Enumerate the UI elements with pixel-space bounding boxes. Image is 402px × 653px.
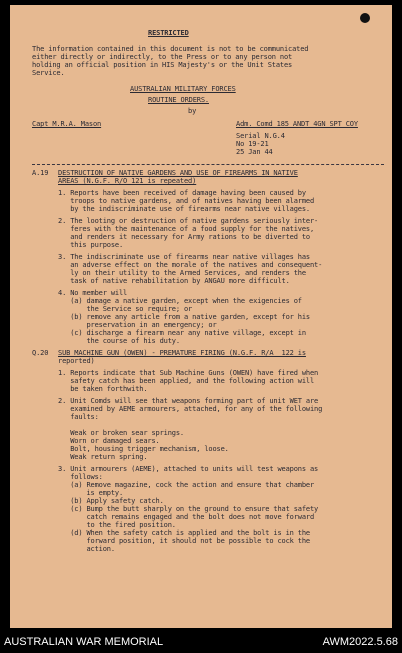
q20-para-2-line-7: Bolt, housing trigger mechanism, loose. — [58, 445, 229, 453]
unit-name: Adm. Comd 185 ANDT 4GN SPT COY — [236, 120, 358, 128]
q20-para-3-line-5: (b) Apply safety catch. — [58, 497, 164, 505]
q20-para-3-line-3: (a) Remove magazine, cock the action and ensure that chamber — [58, 481, 315, 489]
q20-para-2-line-1: 2. Unit Comds will see that weapons forming part of unit WET are — [58, 397, 319, 405]
q20-para-3-line-8: to the fired position. — [58, 521, 176, 529]
section-heading-q20: SUB MACHINE GUN (OWEN) - PREMATURE FIRING (N.G.F. R/A 122 is — [58, 349, 306, 357]
a19-para-2-line-4: this purpose. — [58, 241, 124, 249]
q20-para-1-line-1: 1. Reports indicate that Sub Machine Guns (OWEN) have fired when — [58, 369, 319, 377]
q20-para-2-line-5: Weak or broken sear springs. — [58, 429, 184, 437]
a19-para-3-line-1: 3. The indiscriminate use of firearms near native villages has — [58, 253, 310, 261]
order-number: No 19-21 — [236, 140, 269, 148]
q20-para-3-line-10: forward position, it should not be possible to cock the — [58, 537, 310, 545]
by-label: by — [188, 107, 197, 115]
q20-para-3-line-7: catch remains engaged and the bolt does not move forward — [58, 513, 315, 521]
q20-para-1-line-3: be taken forthwith. — [58, 385, 148, 393]
org-heading: AUSTRALIAN MILITARY FORCES — [130, 85, 236, 93]
classification-heading: RESTRICTED — [148, 29, 189, 37]
section-heading-q20-cont: reported) — [58, 357, 95, 365]
a19-para-4-line-3: the Service so require; or — [58, 305, 193, 313]
section-heading-a19-cont: AREAS (N.G.F. R/O 121 is repeated) — [58, 177, 197, 185]
a19-para-2-line-3: and renders it necessary for Army rations to be diverted to — [58, 233, 310, 241]
a19-para-4-line-1: 4. No member will — [58, 289, 128, 297]
footer-bar — [0, 628, 402, 653]
q20-para-1-line-2: safety catch has been applied, and the following action will — [58, 377, 315, 385]
q20-para-3-line-9: (d) When the safety catch is applied and the bolt is in the — [58, 529, 310, 537]
q20-para-3-line-1: 3. Unit armourers (AEME), attached to units will test weapons as — [58, 465, 319, 473]
footer-accession: AWM2022.5.68 — [322, 636, 398, 648]
q20-para-2-line-2: examined by AEME armourers, attached, for any of the following — [58, 405, 323, 413]
section-code-q20: Q.20 — [32, 349, 49, 357]
q20-para-3-line-6: (c) Bump the butt sharply on the ground to ensure that safety — [58, 505, 319, 513]
notice-line-3: holding an official position in HIS Majesty's or the Unit States — [32, 61, 293, 69]
notice-line-1: The information contained in this document is not to be communicated — [32, 45, 309, 53]
a19-para-3-line-2: an adverse effect on the morale of the natives and consequent- — [58, 261, 323, 269]
a19-para-3-line-3: ly on their utility to the Armed Services, and renders the — [58, 269, 306, 277]
q20-para-2-line-6: Worn or damaged sears. — [58, 437, 160, 445]
q20-para-3-line-4: is empty. — [58, 489, 124, 497]
a19-para-4-line-6: (c) discharge a firearm near any native village, except in — [58, 329, 306, 337]
serial-number: Serial N.G.4 — [236, 132, 285, 140]
notice-line-2: either directly or indirectly, to the Press or to any person not — [32, 53, 293, 61]
footer-source: AUSTRALIAN WAR MEMORIAL — [4, 636, 164, 648]
divider — [32, 164, 384, 165]
a19-para-4-line-2: (a) damage a native garden, except when the exigencies of — [58, 297, 302, 305]
officer-name: Capt M.R.A. Mason — [32, 120, 102, 128]
q20-para-3-line-2: follows: — [58, 473, 103, 481]
a19-para-4-line-5: preservation in an emergency; or — [58, 321, 217, 329]
a19-para-2-line-1: 2. The looting or destruction of native gardens seriously inter- — [58, 217, 319, 225]
order-date: 25 Jan 44 — [236, 148, 273, 156]
a19-para-2-line-2: feres with the maintenance of a food supply for the natives, — [58, 225, 315, 233]
punch-hole — [360, 13, 370, 23]
a19-para-1-line-3: by the indiscriminate use of firearms near native villages. — [58, 205, 310, 213]
a19-para-3-line-4: task of native rehabilitation by ANGAU more difficult. — [58, 277, 290, 285]
a19-para-1-line-1: 1. Reports have been received of damage having been caused by — [58, 189, 306, 197]
a19-para-4-line-4: (b) remove any article from a native garden, except for his — [58, 313, 310, 321]
q20-para-2-line-3: faults: — [58, 413, 99, 421]
a19-para-1-line-2: troops to native gardens, and of natives having been alarmed — [58, 197, 315, 205]
notice-line-4: Service. — [32, 69, 65, 77]
orders-title: ROUTINE ORDERS. — [148, 96, 209, 104]
q20-para-2-line-8: Weak return spring. — [58, 453, 148, 461]
section-code-a19: A.19 — [32, 169, 49, 177]
a19-para-4-line-7: the course of his duty. — [58, 337, 180, 345]
document-page — [10, 5, 392, 628]
section-heading-a19: DESTRUCTION OF NATIVE GARDENS AND USE OF FIREARMS IN NATIVE — [58, 169, 298, 177]
q20-para-3-line-11: action. — [58, 545, 115, 553]
